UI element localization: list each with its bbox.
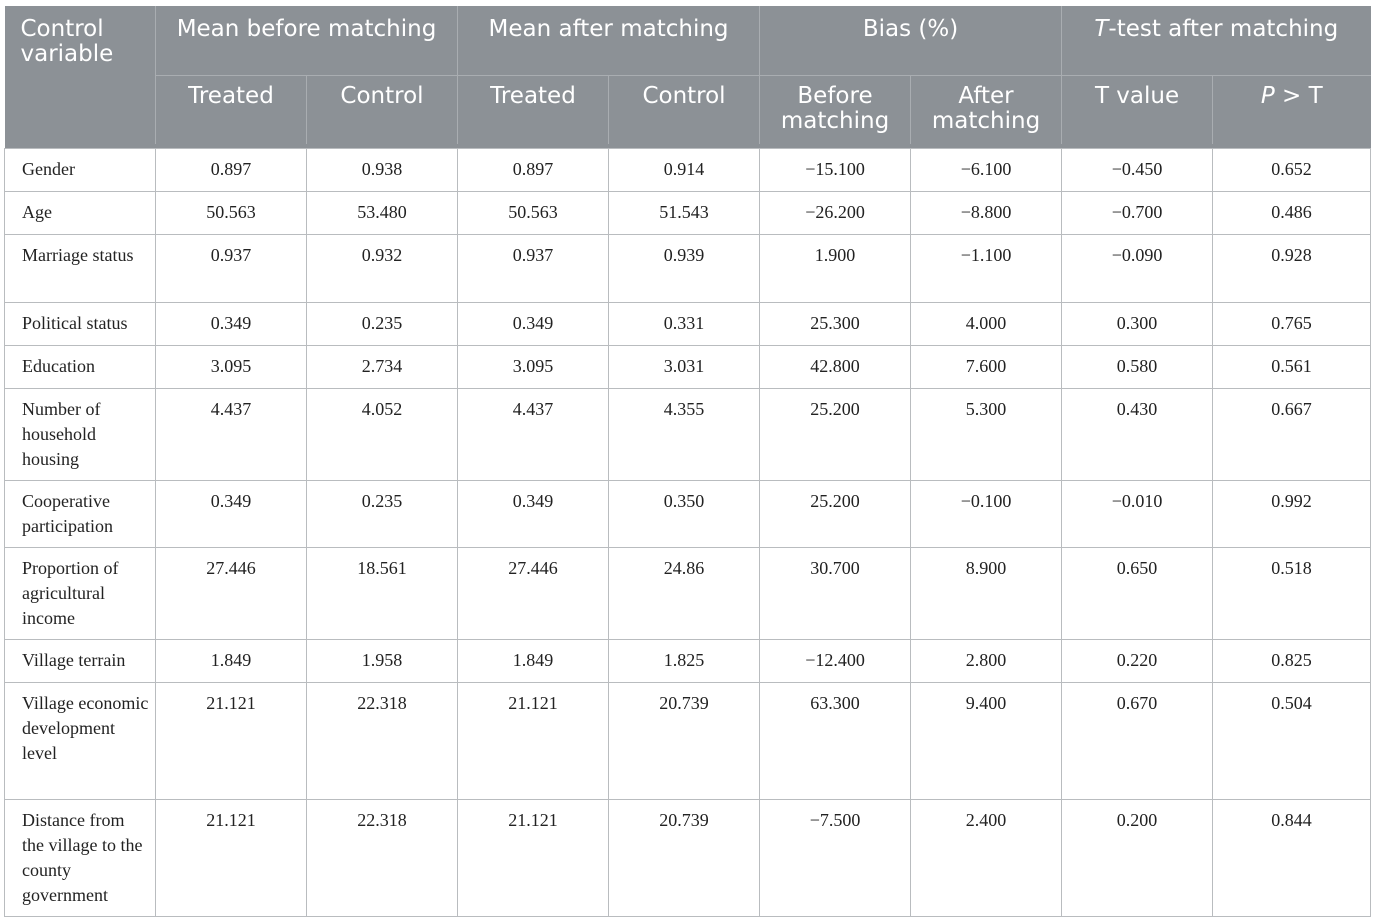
table-cell: 0.992 xyxy=(1213,481,1371,548)
table-row xyxy=(5,389,1371,481)
table-cell: 0.897 xyxy=(156,149,307,192)
table-cell: 0.504 xyxy=(1213,683,1371,800)
table-cell: 0.580 xyxy=(1062,346,1213,389)
table-cell: 0.220 xyxy=(1062,640,1213,683)
table-cell: −0.100 xyxy=(911,481,1062,548)
table-cell: 0.667 xyxy=(1213,389,1371,481)
table-row xyxy=(5,800,1371,917)
psm-balance-table xyxy=(4,6,1371,917)
table-row xyxy=(5,640,1371,683)
table-cell: 0.938 xyxy=(307,149,458,192)
row-label: Marriage status xyxy=(5,235,156,303)
row-label: Village economic development level xyxy=(5,683,156,800)
table-cell: 0.937 xyxy=(458,235,609,303)
header-bias: Bias (%) xyxy=(760,6,1062,75)
table-cell: 1.900 xyxy=(760,235,911,303)
table-cell: 0.670 xyxy=(1062,683,1213,800)
table-cell: 0.914 xyxy=(609,149,760,192)
table-cell: 4.052 xyxy=(307,389,458,481)
table-cell: 51.543 xyxy=(609,192,760,235)
table-row xyxy=(5,235,1371,303)
table-cell: 2.800 xyxy=(911,640,1062,683)
table-cell: 1.849 xyxy=(458,640,609,683)
table-cell: 50.563 xyxy=(156,192,307,235)
table-row xyxy=(5,149,1371,192)
header-control-variable: Control variable xyxy=(5,6,156,144)
table-cell: 1.849 xyxy=(156,640,307,683)
row-label: Cooperative participation xyxy=(5,481,156,548)
table-cell: −0.090 xyxy=(1062,235,1213,303)
table-cell: 21.121 xyxy=(458,800,609,917)
table-cell: 0.300 xyxy=(1062,303,1213,346)
row-label: Age xyxy=(5,192,156,235)
table-cell: 3.095 xyxy=(156,346,307,389)
table-cell: 0.928 xyxy=(1213,235,1371,303)
header-bias-after: After matching xyxy=(911,75,1062,144)
table-cell: 2.400 xyxy=(911,800,1062,917)
table-cell: 27.446 xyxy=(156,548,307,640)
table-cell: 0.932 xyxy=(307,235,458,303)
table-cell: −0.700 xyxy=(1062,192,1213,235)
table-cell: 0.331 xyxy=(609,303,760,346)
row-label: Education xyxy=(5,346,156,389)
table-row xyxy=(5,548,1371,640)
table-cell: 50.563 xyxy=(458,192,609,235)
table-cell: 4.437 xyxy=(156,389,307,481)
table-cell: 20.739 xyxy=(609,800,760,917)
table-cell: 0.844 xyxy=(1213,800,1371,917)
table-cell: 24.86 xyxy=(609,548,760,640)
table-row xyxy=(5,303,1371,346)
table-cell: −1.100 xyxy=(911,235,1062,303)
table-cell: 0.897 xyxy=(458,149,609,192)
table-cell: 0.652 xyxy=(1213,149,1371,192)
row-label: Political status xyxy=(5,303,156,346)
table-cell: 3.031 xyxy=(609,346,760,389)
table-cell: 0.235 xyxy=(307,481,458,548)
table-cell: −6.100 xyxy=(911,149,1062,192)
table-cell: 0.561 xyxy=(1213,346,1371,389)
table-cell: 1.825 xyxy=(609,640,760,683)
table-cell: −0.450 xyxy=(1062,149,1213,192)
header-p-italic: P xyxy=(1260,82,1275,109)
row-label: Gender xyxy=(5,149,156,192)
table-cell: 30.700 xyxy=(760,548,911,640)
table-cell: 42.800 xyxy=(760,346,911,389)
table-cell: 22.318 xyxy=(307,800,458,917)
table-cell: −7.500 xyxy=(760,800,911,917)
table-cell: 18.561 xyxy=(307,548,458,640)
table-cell: 0.200 xyxy=(1062,800,1213,917)
table-cell: 0.430 xyxy=(1062,389,1213,481)
table-cell: 0.825 xyxy=(1213,640,1371,683)
table-cell: 53.480 xyxy=(307,192,458,235)
row-label: Number of household housing xyxy=(5,389,156,481)
table-header xyxy=(5,6,1371,149)
header-control-after: Control xyxy=(609,75,760,144)
table-cell: 0.349 xyxy=(458,303,609,346)
table-cell: 0.349 xyxy=(156,303,307,346)
table-cell: 4.355 xyxy=(609,389,760,481)
table-cell: 27.446 xyxy=(458,548,609,640)
header-control-before: Control xyxy=(307,75,458,144)
header-bias-before: Before matching xyxy=(760,75,911,144)
header-p-rest: > T xyxy=(1274,82,1323,109)
table-cell: −8.800 xyxy=(911,192,1062,235)
table-cell: 0.650 xyxy=(1062,548,1213,640)
table-cell: 0.486 xyxy=(1213,192,1371,235)
header-p-value xyxy=(1213,75,1371,144)
table-cell: 0.349 xyxy=(156,481,307,548)
table-cell: −15.100 xyxy=(760,149,911,192)
table-cell: 0.235 xyxy=(307,303,458,346)
row-label: Village terrain xyxy=(5,640,156,683)
table-cell: 25.200 xyxy=(760,389,911,481)
table-cell: 0.350 xyxy=(609,481,760,548)
table-cell: 1.958 xyxy=(307,640,458,683)
table-cell: 63.300 xyxy=(760,683,911,800)
table-cell: 2.734 xyxy=(307,346,458,389)
table-cell: 21.121 xyxy=(156,683,307,800)
table-cell: 21.121 xyxy=(156,800,307,917)
table-cell: 4.000 xyxy=(911,303,1062,346)
header-treated-after: Treated xyxy=(458,75,609,144)
table-cell: 8.900 xyxy=(911,548,1062,640)
header-ttest xyxy=(1062,6,1371,75)
header-ttest-t: T xyxy=(1094,16,1109,42)
table-cell: 20.739 xyxy=(609,683,760,800)
table-cell: 0.937 xyxy=(156,235,307,303)
row-label: Proportion of agricultural income xyxy=(5,548,156,640)
header-mean-before: Mean before matching xyxy=(156,6,458,75)
table-cell: 0.765 xyxy=(1213,303,1371,346)
table-cell: 25.200 xyxy=(760,481,911,548)
header-treated-before: Treated xyxy=(156,75,307,144)
table-cell: 22.318 xyxy=(307,683,458,800)
header-t-value: T value xyxy=(1062,75,1213,144)
table-row xyxy=(5,192,1371,235)
table-cell: 0.349 xyxy=(458,481,609,548)
table-cell: 7.600 xyxy=(911,346,1062,389)
table-cell: 25.300 xyxy=(760,303,911,346)
table-cell: −0.010 xyxy=(1062,481,1213,548)
row-label: Distance from the village to the county government xyxy=(5,800,156,917)
table-cell: 0.939 xyxy=(609,235,760,303)
table-cell: 5.300 xyxy=(911,389,1062,481)
table-cell: −12.400 xyxy=(760,640,911,683)
table-cell: 4.437 xyxy=(458,389,609,481)
header-ttest-rest: -test after matching xyxy=(1108,16,1339,42)
table-cell: 0.518 xyxy=(1213,548,1371,640)
table-row xyxy=(5,683,1371,800)
table-body xyxy=(5,149,1371,917)
table-row xyxy=(5,346,1371,389)
table-container xyxy=(4,6,1370,917)
header-mean-after: Mean after matching xyxy=(458,6,760,75)
table-cell: 3.095 xyxy=(458,346,609,389)
table-cell: −26.200 xyxy=(760,192,911,235)
table-row xyxy=(5,481,1371,548)
table-cell: 9.400 xyxy=(911,683,1062,800)
table-cell: 21.121 xyxy=(458,683,609,800)
